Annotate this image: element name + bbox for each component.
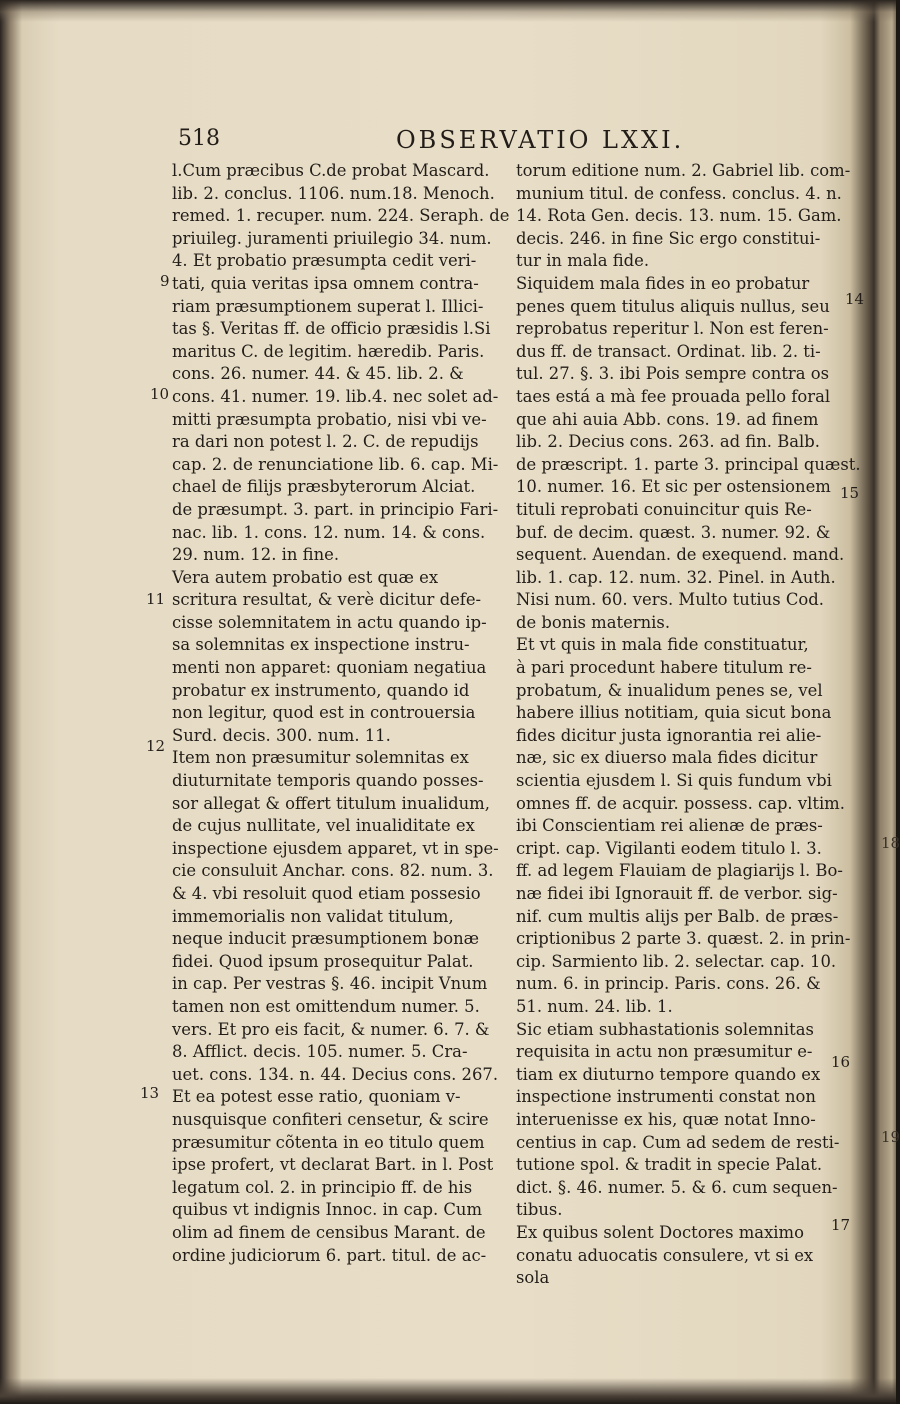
- text-line: cons. 26. numer. 44. & 45. lib. 2. &: [172, 364, 464, 384]
- text-line: diuturnitate temporis quando posses-: [172, 771, 484, 791]
- text-line: de cujus nullitate, vel inualiditate ex: [172, 816, 475, 836]
- text-line: criptionibus 2 parte 3. quæst. 2. in prin-: [516, 929, 851, 949]
- text-line: nac. lib. 1. cons. 12. num. 14. & cons.: [172, 522, 486, 542]
- text-line: centius in cap. Cum ad sedem de resti-: [516, 1132, 840, 1152]
- text-line: lib. 2. conclus. 1106. num.18. Menoch.: [172, 183, 495, 203]
- text-line: ipse profert, vt declarat Bart. in l. Post: [172, 1155, 494, 1175]
- text-line: tur in mala fide.: [516, 251, 650, 271]
- text-line: tul. 27. §. 3. ibi Pois sempre contra os: [516, 364, 830, 384]
- text-line: menti non apparet: quoniam negatiua: [172, 658, 487, 678]
- text-line: neque inducit præsumptionem bonæ: [172, 929, 480, 949]
- text-line: sola: [516, 1268, 550, 1288]
- text-line: olim ad finem de censibus Marant. de: [172, 1222, 486, 1242]
- text-line: l.Cum præcibus C.de probat Mascard.: [172, 161, 490, 180]
- text-line: nif. cum multis alijs per Balb. de præs-: [516, 906, 839, 926]
- text-line: non legitur, quod est in controuersia: [172, 703, 476, 723]
- running-title: OBSERVATIO LXXI.: [396, 126, 685, 154]
- text-line: decis. 246. in fine Sic ergo constitui-: [516, 228, 821, 248]
- text-line: in cap. Per vestras §. 46. incipit Vnum: [172, 974, 488, 994]
- text-line: ordine judiciorum 6. part. titul. de ac-: [172, 1245, 487, 1265]
- text-line: à pari procedunt habere titulum re-: [516, 658, 812, 678]
- text-line: conatu aduocatis consulere, vt si ex: [516, 1245, 814, 1265]
- text-line: cons. 41. numer. 19. lib.4. nec solet ad-: [172, 386, 499, 406]
- text-line: maritus C. de legitim. hæredib. Paris.: [172, 341, 485, 361]
- text-line: næ fidei ibi Ignorauit ff. de verbor. sig-: [516, 884, 838, 903]
- margin-number-9: 9: [160, 272, 170, 290]
- text-line: dus ff. de transact. Ordinat. lib. 2. ti-: [516, 341, 821, 361]
- text-line: probatum, & inualidum penes se, vel: [516, 680, 823, 700]
- text-line: tituli reprobati conuincitur quis Re-: [516, 499, 812, 519]
- text-line: fides dicitur justa ignorantia rei alie-: [516, 725, 822, 745]
- margin-number-17: 17: [831, 1216, 851, 1234]
- text-line: tiam ex diuturno tempore quando ex: [516, 1064, 821, 1084]
- page-number: 518: [178, 126, 220, 151]
- text-line: & 4. vbi resoluit quod etiam possesio: [172, 884, 481, 903]
- text-line: Sic etiam subhastationis solemnitas: [516, 1019, 814, 1039]
- text-line: mitti præsumpta probatio, nisi vbi ve-: [172, 409, 487, 429]
- text-line: inspectione ejusdem apparet, vt in spe-: [172, 838, 499, 858]
- text-line: habere illius notitiam, quia sicut bona: [516, 703, 832, 723]
- left-text-column: [172, 160, 512, 1267]
- text-line: quibus vt indignis Innoc. in cap. Cum: [172, 1200, 483, 1220]
- text-line: 14. Rota Gen. decis. 13. num. 15. Gam.: [516, 206, 842, 226]
- next-page-edge-mark-18: 18: [881, 834, 900, 852]
- text-line: tas §. Veritas ff. de officio præsidis l.Si: [172, 319, 491, 339]
- text-line: cie consuluit Anchar. cons. 82. num. 3.: [172, 861, 494, 881]
- text-line: 4. Et probatio præsumpta cedit veri-: [172, 251, 477, 271]
- text-line: 51. num. 24. lib. 1.: [516, 996, 673, 1016]
- text-line: 8. Afflict. decis. 105. numer. 5. Cra-: [172, 1042, 468, 1062]
- margin-number-13: 13: [140, 1084, 160, 1102]
- text-line: cap. 2. de renunciatione lib. 6. cap. Mi-: [172, 454, 499, 474]
- margin-number-15: 15: [840, 484, 860, 502]
- text-line: tamen non est omittendum numer. 5.: [172, 996, 480, 1016]
- text-line: Siquidem mala fides in eo probatur: [516, 273, 810, 293]
- next-page-edge-mark-19: 19: [881, 1128, 900, 1146]
- right-text-column: [516, 160, 861, 1290]
- text-line: requisita in actu non præsumitur e-: [516, 1042, 813, 1062]
- text-line: riam præsumptionem superat l. Illici-: [172, 296, 484, 316]
- margin-number-12: 12: [146, 737, 166, 755]
- text-line: fidei. Quod ipsum prosequitur Palat.: [172, 951, 474, 971]
- text-line: sor allegat & offert titulum inualidum,: [172, 793, 490, 813]
- text-line: Ex quibus solent Doctores maximo: [516, 1222, 804, 1242]
- text-line: legatum col. 2. in principio ff. de his: [172, 1177, 473, 1197]
- text-line: Nisi num. 60. vers. Multo tutius Cod.: [516, 590, 824, 610]
- text-line: ra dari non potest l. 2. C. de repudijs: [172, 432, 479, 452]
- text-line: tutione spol. & tradit in specie Palat.: [516, 1155, 823, 1175]
- text-line: dict. §. 46. numer. 5. & 6. cum sequen-: [516, 1177, 838, 1197]
- text-line: 10. numer. 16. Et sic per ostensionem: [516, 477, 831, 497]
- page-header: [178, 126, 685, 160]
- margin-number-11: 11: [146, 590, 166, 608]
- text-line: buf. de decim. quæst. 3. numer. 92. &: [516, 522, 831, 542]
- text-line: Et vt quis in mala fide constituatur,: [516, 635, 809, 655]
- text-line: scritura resultat, & verè dicitur defe-: [172, 590, 482, 610]
- text-line: Surd. decis. 300. num. 11.: [172, 725, 391, 745]
- margin-number-14: 14: [845, 290, 865, 308]
- text-line: scientia ejusdem l. Si quis fundum vbi: [516, 771, 832, 791]
- margin-number-10: 10: [150, 385, 170, 403]
- text-line: præsumitur cõtenta in eo titulo quem: [172, 1132, 485, 1152]
- text-line: de præsumpt. 3. part. in principio Fari-: [172, 499, 499, 519]
- text-line: num. 6. in princip. Paris. cons. 26. &: [516, 974, 821, 994]
- text-line: 29. num. 12. in fine.: [172, 545, 340, 565]
- text-line: tibus.: [516, 1200, 563, 1220]
- text-line: de præscript. 1. parte 3. principal quæst.: [516, 454, 861, 474]
- text-line: inspectione instrumenti constat non: [516, 1087, 816, 1107]
- text-line: vers. Et pro eis facit, & numer. 6. 7. &: [172, 1019, 490, 1039]
- margin-number-16: 16: [831, 1053, 851, 1071]
- text-line: omnes ff. de acquir. possess. cap. vltim.: [516, 793, 845, 813]
- text-line: lib. 1. cap. 12. num. 32. Pinel. in Auth.: [516, 567, 836, 587]
- text-line: ibi Conscientiam rei alienæ de præs-: [516, 816, 823, 836]
- text-line: nusquisque confiteri censetur, & scire: [172, 1109, 489, 1129]
- text-line: cript. cap. Vigilanti eodem titulo l. 3.: [516, 838, 822, 858]
- text-line: Et ea potest esse ratio, quoniam v-: [172, 1087, 461, 1107]
- text-line: lib. 2. Decius cons. 263. ad fin. Balb.: [516, 432, 820, 452]
- text-line: Vera autem probatio est quæ ex: [172, 567, 439, 587]
- text-line: torum editione num. 2. Gabriel lib. com-: [516, 161, 851, 180]
- text-line: reprobatus reperitur l. Non est feren-: [516, 319, 829, 339]
- text-line: uet. cons. 134. n. 44. Decius cons. 267.: [172, 1064, 499, 1084]
- text-line: que ahi auia Abb. cons. 19. ad finem: [516, 409, 819, 429]
- text-line: chael de filijs præsbyterorum Alciat.: [172, 477, 476, 497]
- text-line: munium titul. de confess. conclus. 4. n.: [516, 183, 842, 203]
- text-line: remed. 1. recuper. num. 224. Seraph. de: [172, 206, 510, 226]
- text-line: de bonis maternis.: [516, 612, 671, 632]
- text-line: sequent. Auendan. de exequend. mand.: [516, 545, 845, 565]
- text-line: priuileg. juramenti priuilegio 34. num.: [172, 228, 492, 248]
- text-line: næ, sic ex diuerso mala fides dicitur: [516, 748, 818, 768]
- text-line: interuenisse ex his, quæ notat Inno-: [516, 1109, 816, 1129]
- text-line: Item non præsumitur solemnitas ex: [172, 748, 469, 768]
- text-line: tati, quia veritas ipsa omnem contra-: [172, 273, 479, 293]
- text-line: taes está a mà fee prouada pello foral: [516, 386, 831, 406]
- text-line: sa solemnitas ex inspectione instru-: [172, 635, 470, 655]
- text-line: cip. Sarmiento lib. 2. selectar. cap. 10.: [516, 951, 837, 971]
- text-line: immemorialis non validat titulum,: [172, 906, 454, 926]
- text-line: cisse solemnitatem in actu quando ip-: [172, 612, 487, 632]
- text-line: ff. ad legem Flauiam de plagiarijs l. Bo-: [516, 861, 843, 881]
- text-line: probatur ex instrumento, quando id: [172, 680, 470, 700]
- text-line: penes quem titulus aliquis nullus, seu: [516, 296, 830, 316]
